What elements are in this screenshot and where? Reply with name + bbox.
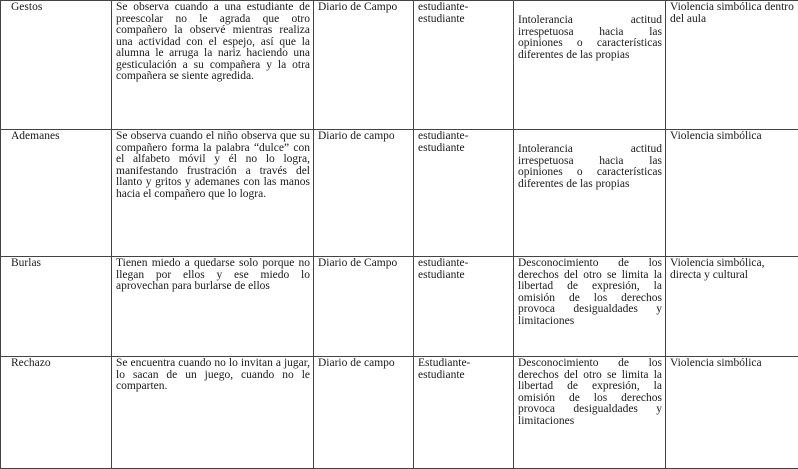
table-row — [1, 357, 798, 469]
violence-type-cell: Violencia simbólica — [666, 130, 798, 257]
violence-type-cell: Violencia simbólica dentro del aula — [666, 1, 798, 130]
actors-cell: estudiante-estudiante — [414, 1, 514, 130]
behavior-type-cell: Rechazo — [1, 357, 112, 469]
observation-description-cell: Se observa cuando a una estudiante de preescolar no le agrada que otro compañero la observé mientras realiza una actividad con el espejo, así que la alumna le arruga la nariz haciendo una gesticulación a su compañera y la otra compañera se siente agredida. — [112, 1, 314, 130]
instrument-cell: Diario de campo — [314, 357, 414, 469]
violence-type-cell: Violencia simbólica, directa y cultural — [666, 257, 798, 357]
observation-description-cell: Se encuentra cuando no lo invitan a jugar, lo sacan de un juego, cuando no le comparten. — [112, 357, 314, 469]
violence-type-cell: Violencia simbólica — [666, 357, 798, 469]
instrument-cell: Diario de campo — [314, 130, 414, 257]
observation-description-cell: Se observa cuando el niño observa que su compañero forma la palabra “dulce” con el alfabeto móvil y él no lo logra, manifestando frustración a través del llanto y gritos y ademanes con las manos hacia el compañero que lo logra. — [112, 130, 314, 257]
behavior-type-cell: Ademanes — [1, 130, 112, 257]
actors-cell: estudiante-estudiante — [414, 130, 514, 257]
observation-description-cell: Tienen miedo a quedarse solo porque no llegan por ellos y ese miedo lo aprovechan para burlarse de ellos — [112, 257, 314, 357]
behavior-type-cell: Gestos — [1, 1, 112, 130]
instrument-cell: Diario de Campo — [314, 1, 414, 130]
actors-cell: Estudiante-estudiante — [414, 357, 514, 469]
actors-cell: estudiante-estudiante — [414, 257, 514, 357]
cause-cell: Desconocimiento de los derechos del otro se limita la libertad de expresión, la omisión de los derechos provoca desigualdades y limitaciones — [514, 257, 666, 357]
table-row — [1, 130, 798, 257]
cause-cell: Intolerancia actitud irrespetuosa hacia las opiniones o características diferentes de las propias — [514, 1, 666, 130]
cause-cell: Desconocimiento de los derechos del otro se limita la libertad de expresión, la omisión de los derechos provoca desigualdades y limitaciones — [514, 357, 666, 469]
table-row — [1, 257, 798, 357]
cause-cell: Intolerancia actitud irrespetuosa hacia las opiniones o características diferentes de las propias — [514, 130, 666, 257]
instrument-cell: Diario de Campo — [314, 257, 414, 357]
behavior-type-cell: Burlas — [1, 257, 112, 357]
table-row — [1, 1, 798, 130]
